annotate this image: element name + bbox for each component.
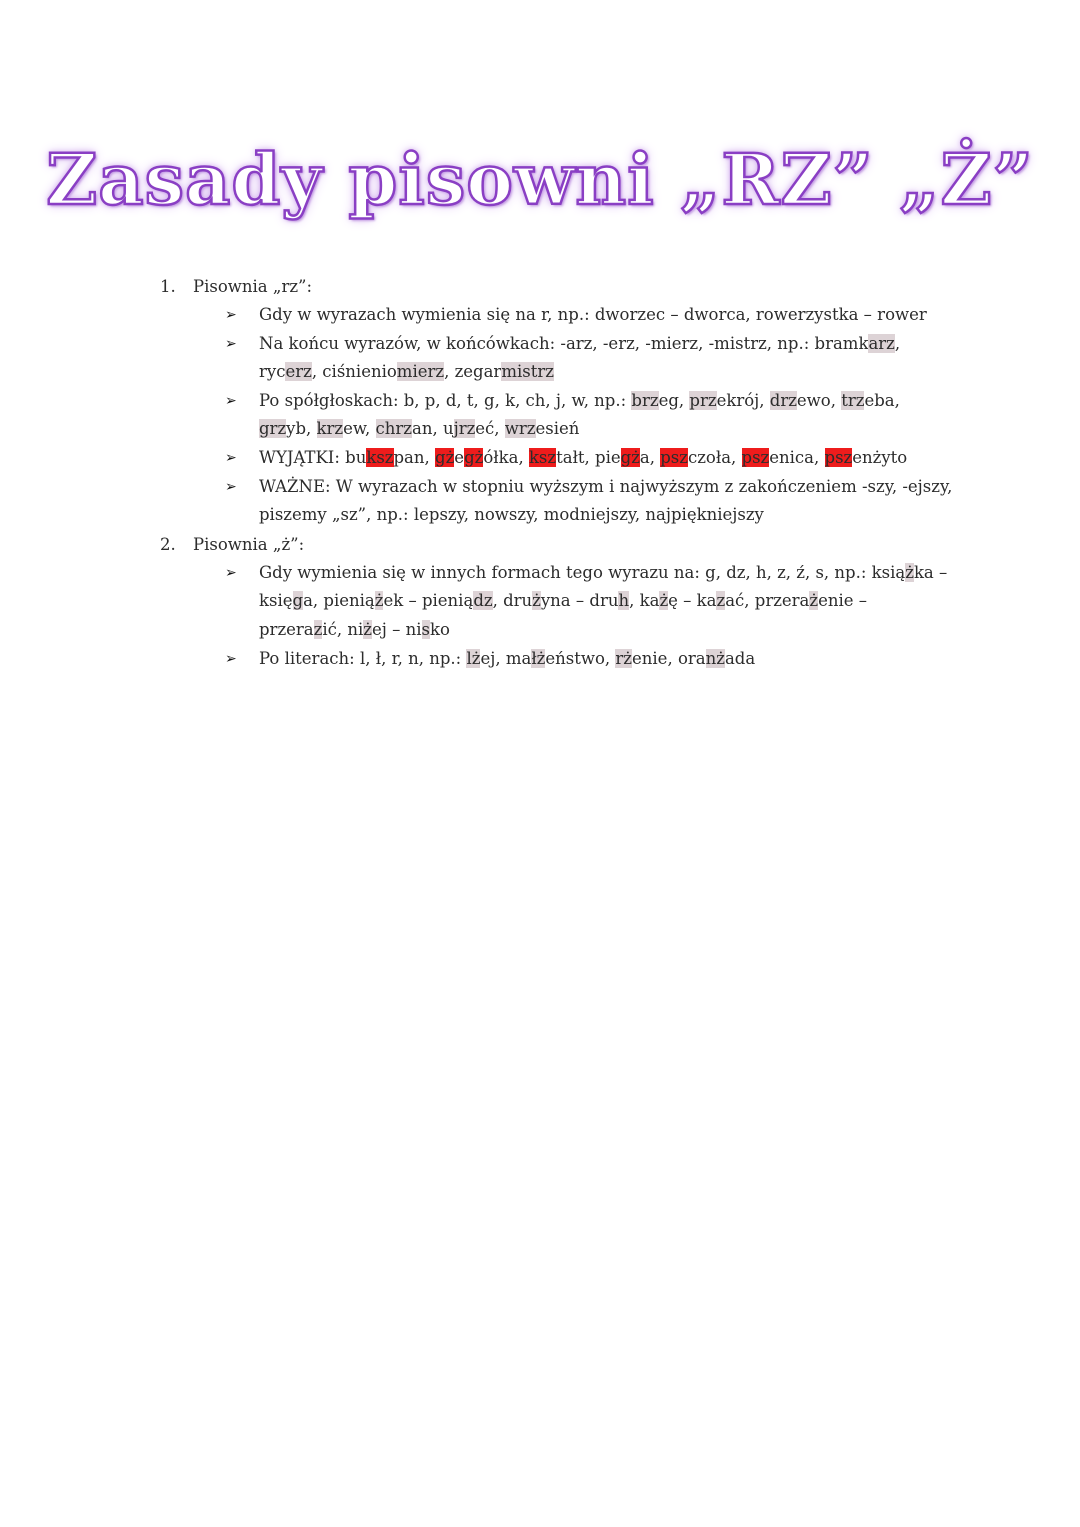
text-segment: Po literach: l, ł, r, n, np.: <box>259 648 467 668</box>
rule-text <box>259 330 954 387</box>
arrow-bullet-icon: ➢ <box>225 335 237 352</box>
rule-text <box>259 645 954 674</box>
rule-text <box>259 387 954 444</box>
highlight-grey: ż <box>363 619 372 639</box>
text-segment: ka – księ <box>259 562 948 611</box>
section-title: Pisownia „rz”: <box>193 277 313 296</box>
section-heading <box>160 272 980 301</box>
arrow-bullet-icon: ➢ <box>225 478 237 495</box>
text-segment: ada <box>724 648 756 668</box>
rule-text <box>259 473 954 530</box>
highlight-grey: mierz <box>396 362 445 382</box>
text-segment: tałt, pie <box>556 447 621 467</box>
text-segment: ej – ni <box>371 619 422 639</box>
text-segment: eństwo, <box>545 648 616 668</box>
highlight-red: gż <box>464 447 484 467</box>
text-segment: ę – ka <box>668 591 717 611</box>
highlight-grey: brz <box>631 390 659 410</box>
highlight-grey: nż <box>705 648 725 668</box>
page-title: Zasady pisowni „RZ” „Ż” <box>46 138 1034 221</box>
text-segment: Po spółgłoskach: b, p, d, t, g, k, ch, j, w, np.: <box>259 390 632 410</box>
text-segment: enica, <box>769 447 825 467</box>
highlight-grey: grz <box>259 419 287 439</box>
text-segment: ew, <box>343 419 376 439</box>
highlight-grey: prz <box>689 390 717 410</box>
highlight-grey: krz <box>316 419 344 439</box>
highlight-grey: z <box>313 619 323 639</box>
text-segment: , ka <box>629 591 660 611</box>
text-segment: Gdy w wyrazach wymienia się na r, np.: dworzec – dworca, rowerzystka – rower <box>259 305 927 324</box>
rule-item <box>160 301 980 330</box>
text-segment: eg, <box>658 390 690 410</box>
arrow-bullet-icon: ➢ <box>225 392 237 409</box>
text-segment: , ryc <box>259 333 901 382</box>
text-segment: enie, ora <box>632 648 706 668</box>
highlight-grey: mistrz <box>501 362 554 382</box>
section-heading <box>160 530 980 559</box>
text-segment: Na końcu wyrazów, w końcówkach: -arz, -erz, -mierz, -mistrz, np.: bramk <box>259 333 869 353</box>
highlight-red: psz <box>824 447 853 467</box>
highlight-red: ksz <box>528 447 557 467</box>
highlight-red: ksz <box>366 447 394 467</box>
text-segment: ić, ni <box>322 619 364 639</box>
highlight-red: gż <box>620 447 640 467</box>
text-segment: , dru <box>492 591 533 611</box>
section-title: Pisownia „ż”: <box>193 534 305 554</box>
text-segment: ewo, <box>796 390 842 410</box>
highlight-grey: z <box>716 591 726 611</box>
highlight-grey: ż <box>809 591 819 611</box>
text-segment: czoła, <box>687 447 742 467</box>
highlight-grey: ż <box>374 591 384 611</box>
rule-item <box>160 444 980 473</box>
text-segment: ko <box>429 619 450 639</box>
highlight-grey: trz <box>841 390 865 410</box>
section-number: 1. <box>160 277 176 296</box>
highlight-grey: ż <box>532 591 541 611</box>
highlight-red: gż <box>435 447 455 467</box>
highlight-grey: jrz <box>453 419 476 439</box>
rule-text <box>259 559 954 645</box>
rules-list <box>160 272 980 673</box>
rule-item <box>160 473 980 530</box>
arrow-bullet-icon: ➢ <box>225 564 237 581</box>
section-number: 2. <box>160 534 176 554</box>
rule-item <box>160 645 980 674</box>
highlight-red: psz <box>660 447 688 467</box>
text-segment: e <box>454 447 465 467</box>
text-segment: eba, <box>864 390 900 410</box>
text-segment: ekrój, <box>716 390 770 410</box>
text-segment: enie – przera <box>259 591 868 639</box>
highlight-grey: łż <box>531 648 546 668</box>
text-segment: yna – dru <box>540 591 619 611</box>
text-segment: ółka, <box>483 447 529 467</box>
text-segment: ej, ma <box>480 648 532 668</box>
rule-item <box>160 559 980 645</box>
text-segment: , zegar <box>444 362 502 382</box>
highlight-grey: lż <box>466 648 481 668</box>
arrow-bullet-icon: ➢ <box>225 307 237 323</box>
highlight-red: psz <box>741 447 770 467</box>
text-segment: esień <box>535 419 580 439</box>
text-segment: a, pienią <box>303 591 375 611</box>
highlight-grey: s <box>421 619 430 639</box>
rule-item <box>160 387 980 444</box>
highlight-grey: g <box>292 591 304 611</box>
text-segment: enżyto <box>852 447 908 467</box>
highlight-grey: dz <box>473 591 493 611</box>
text-segment: ek – pienią <box>383 591 474 611</box>
highlight-grey: ż <box>905 562 914 582</box>
text-segment: pan, <box>393 447 436 467</box>
text-segment: an, u <box>412 419 454 439</box>
rule-text <box>259 444 954 473</box>
highlight-grey: wrz <box>504 419 536 439</box>
rule-text <box>259 301 954 330</box>
highlight-grey: ż <box>659 591 669 611</box>
arrow-bullet-icon: ➢ <box>225 650 237 667</box>
text-segment: eć, <box>475 419 505 439</box>
rule-item <box>160 330 980 387</box>
text-segment: , ciśnienio <box>311 362 397 382</box>
text-segment: Gdy wymienia się w innych formach tego wyrazu na: g, dz, h, z, ź, s, np.: ksią <box>259 562 906 582</box>
highlight-grey: h <box>618 591 630 611</box>
text-segment: WYJĄTKI: bu <box>259 447 367 467</box>
text-segment: ać, przera <box>725 591 810 611</box>
arrow-bullet-icon: ➢ <box>225 449 237 466</box>
highlight-grey: rż <box>615 648 633 668</box>
highlight-grey: chrz <box>375 419 412 439</box>
highlight-grey: drz <box>769 390 797 410</box>
text-segment: WAŻNE: W wyrazach w stopniu wyższym i najwyższym z zakończeniem -szy, -ejszy, piszemy „sz”, np.: lepszy, nowszy, modniejszy, najpiękniejszy <box>259 476 953 525</box>
text-segment: a, <box>639 447 661 467</box>
highlight-grey: arz <box>868 333 895 353</box>
highlight-grey: erz <box>285 362 312 382</box>
text-segment: yb, <box>286 419 317 439</box>
